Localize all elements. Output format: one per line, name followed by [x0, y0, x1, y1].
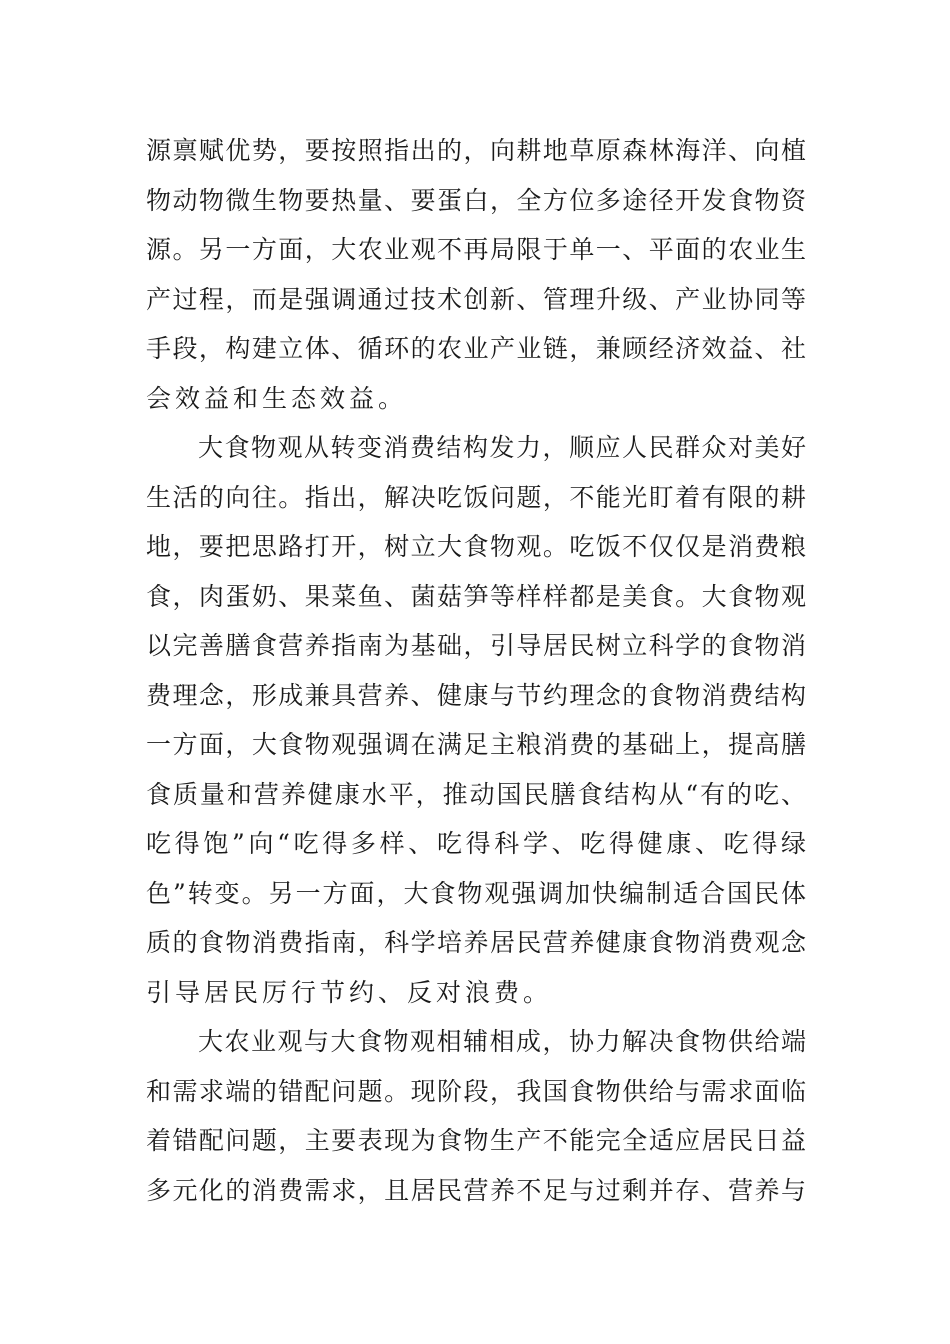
text-line: 食质量和营养健康水平，推动国民膳食结构从“有的吃、: [146, 779, 806, 809]
text-line: 吃得饱”向“吃得多样、吃得科学、吃得健康、吃得绿: [146, 829, 806, 858]
text-line: 以完善膳食营养指南为基础，引导居民树立科学的食物消: [146, 631, 806, 660]
paragraph: [146, 423, 806, 1017]
paragraph: [146, 126, 806, 423]
text-line: 产过程，而是强调通过技术创新、管理升级、产业协同等: [146, 284, 806, 314]
text-line: 质的食物消费指南，科学培养居民营养健康食物消费观念: [146, 928, 806, 957]
text-line: 和需求端的错配问题。现阶段，我国食物供给与需求面临: [146, 1076, 806, 1106]
text-line: 大食物观从转变消费结构发力，顺应人民群众对美好: [198, 433, 806, 462]
text-line: 大农业观与大食物观相辅相成，协力解决食物供给端: [198, 1027, 806, 1056]
text-line: 地，要把思路打开，树立大食物观。吃饭不仅仅是消费粮: [146, 532, 806, 561]
text-line: 手段，构建立体、循环的农业产业链，兼顾经济效益、社: [146, 334, 806, 363]
text-line: 引导居民厉行节约、反对浪费。: [146, 977, 553, 1007]
text-line: 费理念，形成兼具营养、健康与节约理念的食物消费结构: [146, 680, 806, 710]
text-line: 生活的向往。指出，解决吃饭问题，不能光盯着有限的耕: [146, 482, 806, 512]
text-line: 着错配问题，主要表现为食物生产不能完全适应居民日益: [146, 1126, 806, 1155]
text-line: 源禀赋优势，要按照指出的，向耕地草原森林海洋、向植: [146, 136, 806, 165]
text-line: 物动物微生物要热量、要蛋白，全方位多途径开发食物资: [146, 185, 806, 215]
text-line: 色”转变。另一方面，大食物观强调加快编制适合国民体: [146, 878, 806, 908]
text-line: 一方面，大食物观强调在满足主粮消费的基础上，提高膳: [146, 730, 806, 759]
paragraph: [146, 1017, 806, 1215]
text-line: 多元化的消费需求，且居民营养不足与过剩并存、营养与: [146, 1175, 806, 1205]
text-line: 源。另一方面，大农业观不再局限于单一、平面的农业生: [146, 235, 806, 264]
text-line: 食，肉蛋奶、果菜鱼、菌菇笋等样样都是美食。大食物观: [146, 581, 806, 611]
document-body: [146, 126, 806, 1215]
text-line: 会效益和生态效益。: [146, 383, 408, 413]
